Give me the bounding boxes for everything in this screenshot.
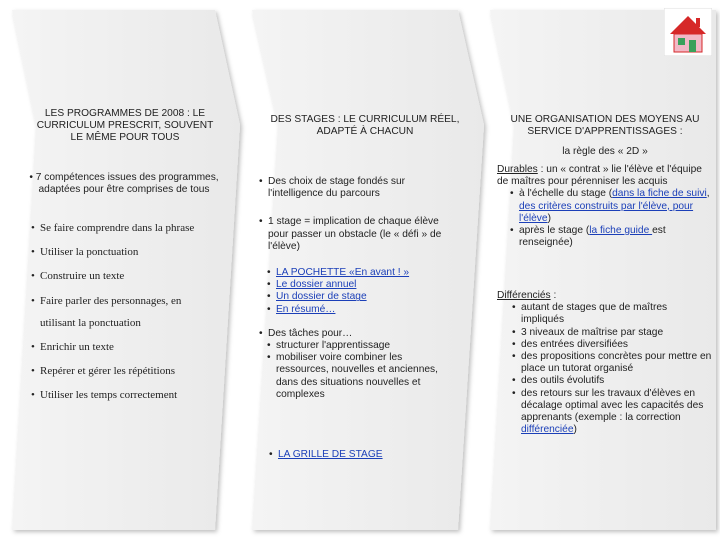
link-fiche-suivi[interactable]: dans la fiche de suivi <box>612 188 707 200</box>
list-item: • Faire parler des personnages, en <box>28 295 228 307</box>
link-differenciee[interactable]: différenciée <box>521 424 574 436</box>
stage-choice: • Des choix de stage fondés sur l'intelligence du parcours <box>256 176 456 200</box>
stage-taches: • Des tâches pour… <box>256 328 456 340</box>
link-resume[interactable]: • En résumé… <box>264 304 456 316</box>
diff-item: • 3 niveaux de maîtrise par stage <box>509 327 712 339</box>
link-criteres[interactable]: des critères construits par l'élève, pour l'élève <box>519 200 694 224</box>
diff-item: • des propositions concrètes pour mettre en place un tutorat organisé <box>509 351 712 375</box>
link-dossier-annuel[interactable]: • Le dossier annuel <box>264 279 456 291</box>
list-item-continuation: utilisant la ponctuation <box>40 316 141 329</box>
durable-item-apres: • après le stage (la fiche guide est renseignée) <box>507 225 712 249</box>
durable-item-stage: • à l'échelle du stage (dans la fiche de suivi, des critères construits par l'élève, pour l'élève) <box>507 188 712 225</box>
diff-item: • des entrées diversifiées <box>509 339 712 351</box>
durables-text: Durables : un « contrat » lie l'élève et l'équipe de maîtres pour pérenniser les acquis <box>497 164 702 188</box>
panel-organisation <box>490 10 716 530</box>
list-item: • Utiliser la ponctuation <box>28 246 228 258</box>
house-icon <box>664 8 712 56</box>
list-item: • Enrichir un texte <box>28 341 228 353</box>
competences-text: 7 compétences issues des programmes, adaptées pour être comprises de tous <box>35 172 219 196</box>
durables-block <box>497 164 712 249</box>
diff-item: • des outils évolutifs <box>509 375 712 387</box>
grille-stage <box>266 449 456 461</box>
list-item: • Construire un texte <box>28 270 228 282</box>
link-pochette[interactable]: • LA POCHETTE «En avant ! » <box>264 267 456 279</box>
stages-list <box>256 176 456 401</box>
durables-label: Durables <box>497 164 538 175</box>
organisation-title: UNE ORGANISATION DES MOYENS AU SERVICE D'APPRENTISSAGES : <box>510 114 700 138</box>
diff-item: • autant de stages que de maîtres impliqués <box>509 302 712 326</box>
task-item: • mobiliser voire combiner les ressources, nouvelles et anciennes, dans des situations nouvelles et complexes <box>264 352 456 401</box>
organisation-subtitle: la règle des « 2D » <box>562 146 648 157</box>
programmes-competences: • 7 compétences issues des programmes, adaptées pour être comprises de tous <box>29 172 219 196</box>
differencies-heading: Différenciés : <box>497 290 557 301</box>
task-item: • structurer l'apprentissage <box>264 340 456 352</box>
stage-implication: • 1 stage = implication de chaque élève pour passer un obstacle (le « défi » de l'élève) <box>256 216 456 253</box>
link-dossier-stage[interactable]: • Un dossier de stage <box>264 291 456 303</box>
list-item: • Se faire comprendre dans la phrase <box>28 222 228 234</box>
differencies-block <box>497 290 712 436</box>
competences-list <box>28 222 228 402</box>
diff-item-retours: • des retours sur les travaux d'élèves en décalage optimal avec les capacités des apprenants (exemple : la correction différenciée) <box>509 388 712 437</box>
differencies-label: Différenciés <box>497 290 551 301</box>
list-item: • Utiliser les temps correctement <box>28 389 228 401</box>
stages-title: DES STAGES : LE CURRICULUM RÉEL, ADAPTÉ À CHACUN <box>270 114 460 138</box>
link-grille-stage[interactable]: • LA GRILLE DE STAGE <box>266 449 383 460</box>
link-fiche-guide[interactable]: la fiche guide <box>589 225 653 237</box>
programmes-title: LES PROGRAMMES DE 2008 : LE CURRICULUM PRESCRIT, SOUVENT LE MÊME POUR TOUS <box>36 108 214 144</box>
list-item: • Repérer et gérer les répétitions <box>28 365 228 377</box>
